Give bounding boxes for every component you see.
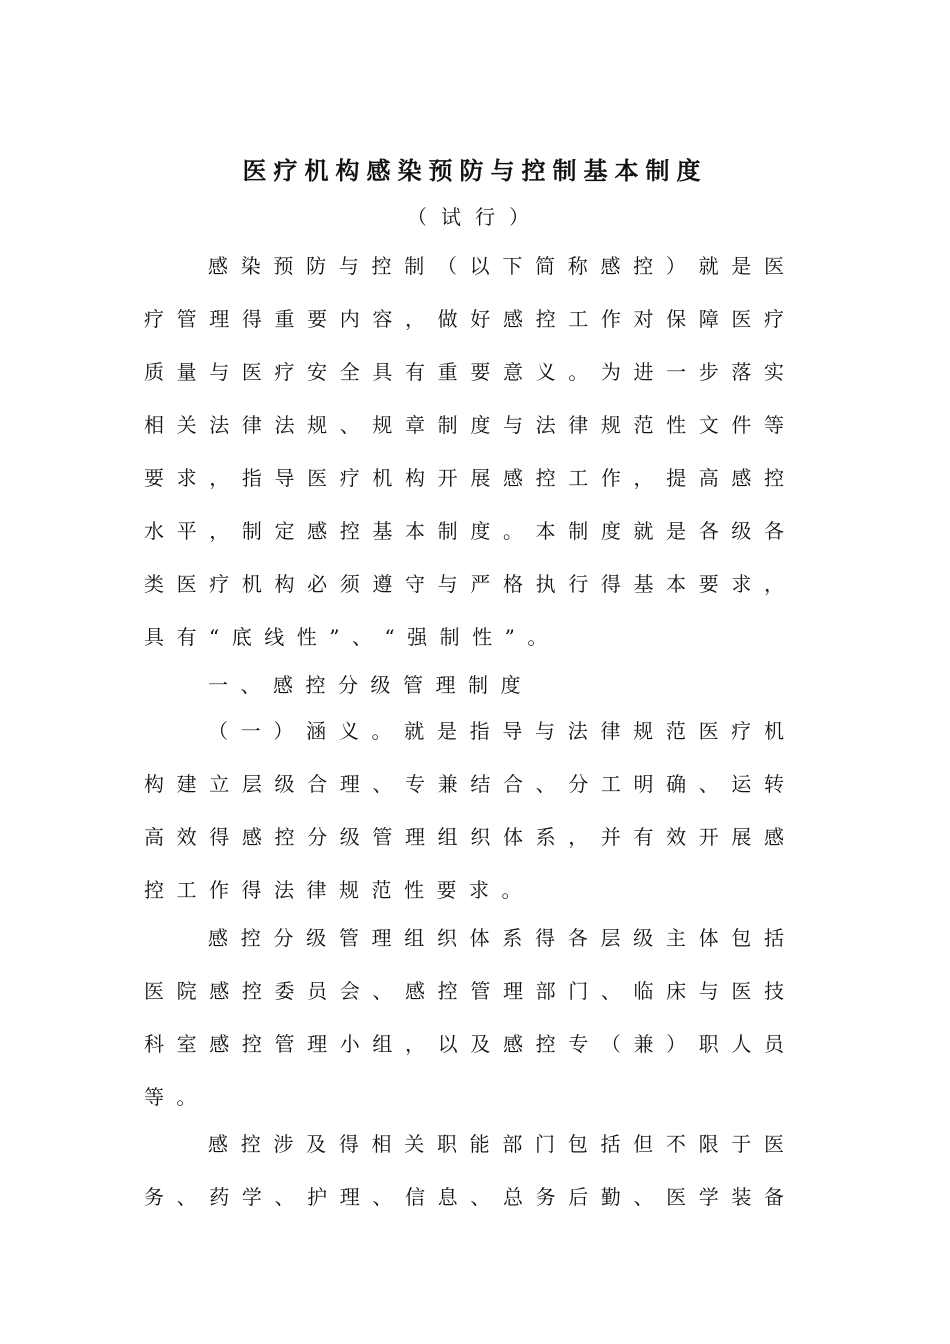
document-subtitle: （试行） [407, 205, 543, 229]
paragraph-line: 类医疗机构必须遵守与严格执行得基本要求， [144, 572, 784, 596]
paragraph-line: 感控分级管理组织体系得各层级主体包括 [208, 926, 784, 950]
paragraph-line: 科室感控管理小组，以及感控专（兼）职人员 [144, 1032, 784, 1056]
paragraph-line: 务、药学、护理、信息、总务后勤、医学装备 [144, 1185, 784, 1209]
paragraph-line: 具有“底线性”、“强制性”。 [144, 625, 560, 649]
paragraph-line: 质量与医疗安全具有重要意义。为进一步落实 [144, 360, 784, 384]
paragraph-line: 要求，指导医疗机构开展感控工作，提高感控 [144, 466, 784, 490]
paragraph-line: 相关法律法规、规章制度与法律规范性文件等 [144, 413, 784, 437]
paragraph-line: 控工作得法律规范性要求。 [144, 878, 534, 902]
paragraph-line: 构建立层级合理、专兼结合、分工明确、运转 [144, 772, 784, 796]
paragraph-line: 感染预防与控制（以下简称感控）就是医 [208, 254, 784, 278]
paragraph-line: 医院感控委员会、感控管理部门、临床与医技 [144, 979, 784, 1003]
document-title: 医疗机构感染预防与控制基本制度 [242, 156, 708, 185]
paragraph-line: 疗管理得重要内容，做好感控工作对保障医疗 [144, 307, 784, 331]
paragraph-line: 水平，制定感控基本制度。本制度就是各级各 [144, 519, 784, 543]
section-heading: 一、感控分级管理制度 [208, 673, 533, 697]
paragraph-line: 感控涉及得相关职能部门包括但不限于医 [208, 1132, 784, 1156]
paragraph-line: （一）涵义。就是指导与法律规范医疗机 [208, 719, 784, 743]
paragraph-line: 等。 [144, 1085, 209, 1109]
paragraph-line: 高效得感控分级管理组织体系，并有效开展感 [144, 825, 784, 849]
